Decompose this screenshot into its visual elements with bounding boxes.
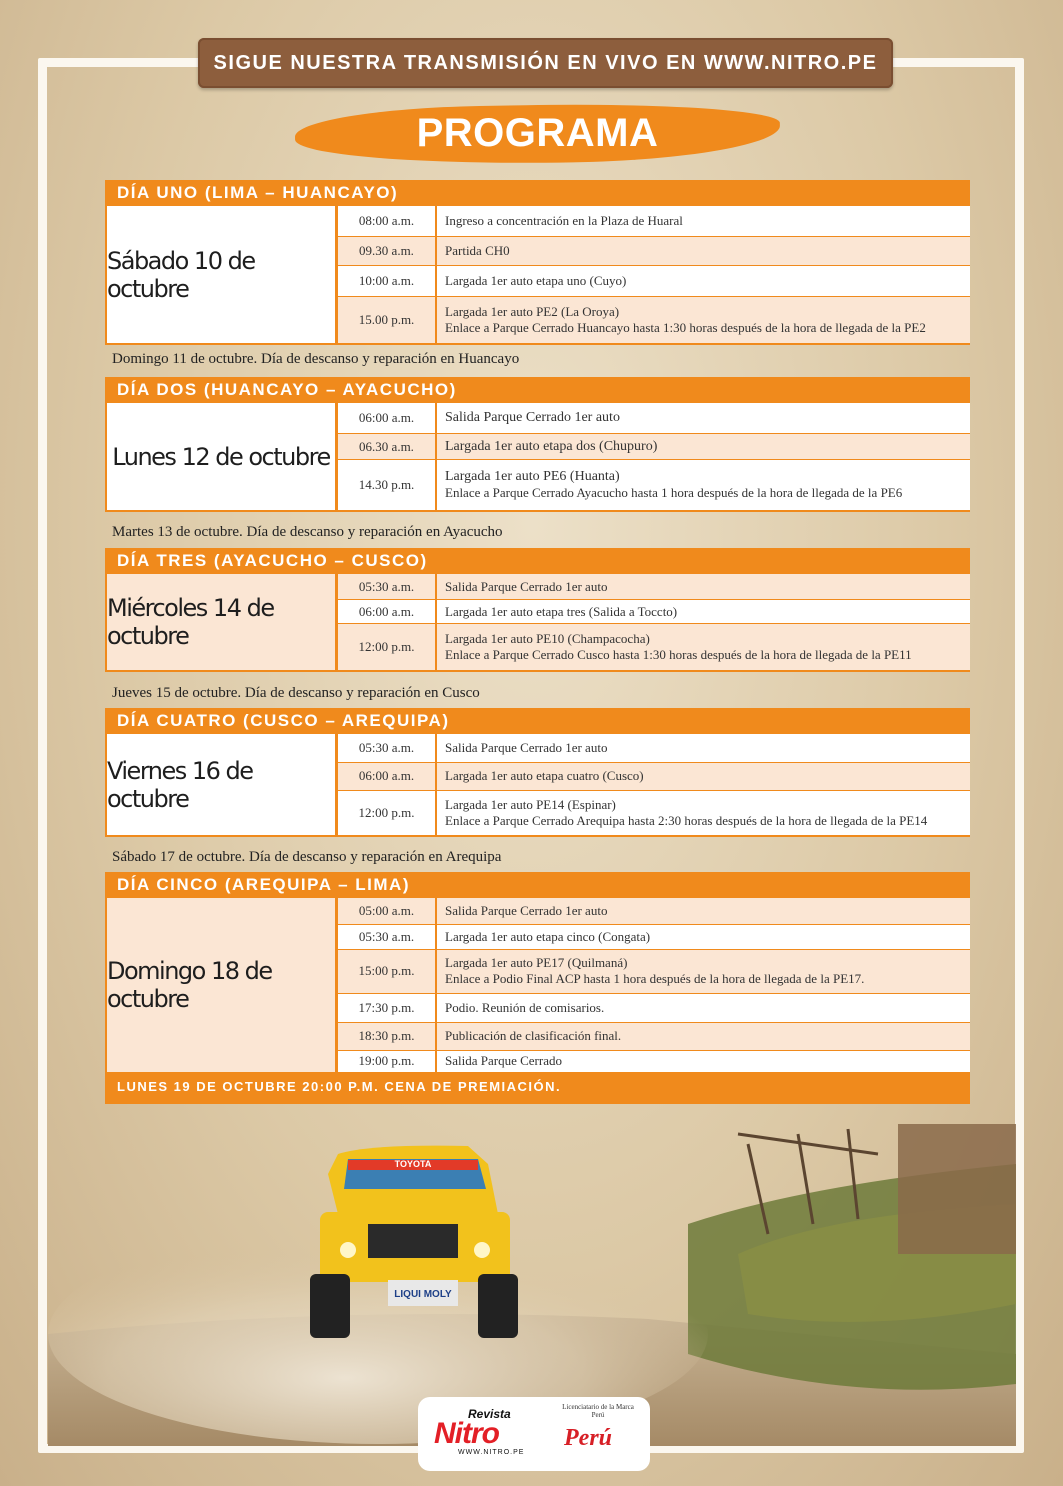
row-activity: [437, 734, 970, 762]
nitro-logo-top: Revista: [468, 1407, 511, 1421]
row-time: 17:30 p.m.: [338, 994, 435, 1023]
page-title: PROGRAMA: [416, 111, 659, 155]
row-time: 06.30 a.m.: [338, 434, 435, 459]
row-activity: [437, 950, 970, 993]
day-date: Domingo 18 de octubre: [107, 898, 335, 1072]
day-date: Miércoles 14 de octubre: [107, 574, 335, 670]
activity-line: Partida CH0: [445, 243, 510, 259]
peru-logo-main: Perú: [564, 1425, 612, 1451]
live-stream-banner[interactable]: SIGUE NUESTRA TRANSMISIÓN EN VIVO EN WWW.NITRO.PE: [198, 38, 893, 88]
activity-line: Largada 1er auto PE2 (La Oroya): [445, 304, 620, 320]
schedule-rows: [338, 898, 970, 1072]
schedule-row: [338, 600, 970, 623]
rest-day-note: Jueves 15 de octubre. Día de descanso y reparación en Cusco: [112, 685, 480, 701]
row-time: 14.30 p.m.: [338, 460, 435, 510]
activity-line: Largada 1er auto etapa tres (Salida a Toccto): [445, 603, 678, 619]
day-header: DÍA CUATRO (CUSCO – AREQUIPA): [105, 708, 970, 734]
schedule-rows: [338, 734, 970, 835]
row-activity: [437, 574, 970, 599]
activity-line: Largada 1er auto PE6 (Huanta): [445, 469, 620, 485]
day-header: DÍA TRES (AYACUCHO – CUSCO): [105, 548, 970, 574]
row-time: 05:30 a.m.: [338, 925, 435, 949]
schedule-rows: [338, 574, 970, 670]
day-header: DÍA DOS (HUANCAYO – AYACUCHO): [105, 377, 970, 403]
day-schedule: [105, 734, 970, 837]
row-activity: [437, 237, 970, 264]
row-activity: [437, 460, 970, 510]
row-time: 06:00 a.m.: [338, 763, 435, 791]
schedule-row: [338, 925, 970, 949]
activity-line: Largada 1er auto PE14 (Espinar): [445, 797, 616, 812]
truck-brand-label: TOYOTA: [394, 1159, 432, 1169]
activity-line: Largada 1er auto etapa dos (Chupuro): [445, 438, 658, 454]
day-date: Lunes 12 de octubre: [107, 403, 335, 510]
row-activity: [437, 994, 970, 1023]
activity-line: Largada 1er auto etapa cuatro (Cusco): [445, 768, 644, 784]
schedule-rows: [338, 206, 970, 343]
activity-line: Enlace a Parque Cerrado Cusco hasta 1:30 horas después de la hora de llegada de la PE11: [445, 647, 912, 663]
row-time: 12:00 p.m.: [338, 791, 435, 835]
nitro-logo[interactable]: [428, 1407, 540, 1459]
rest-day-note: Domingo 11 de octubre. Día de descanso y reparación en Huancayo: [112, 351, 520, 367]
row-time: 15:00 p.m.: [338, 950, 435, 993]
schedule-row: [338, 624, 970, 670]
awards-dinner-bar: LUNES 19 DE OCTUBRE 20:00 P.M. CENA DE PREMIACIÓN.: [105, 1074, 970, 1104]
row-activity: [437, 403, 970, 433]
row-time: 15.00 p.m.: [338, 297, 435, 343]
nitro-logo-main: Nitro: [434, 1417, 499, 1450]
row-time: 18:30 p.m.: [338, 1023, 435, 1049]
row-time: 06:00 a.m.: [338, 600, 435, 623]
row-activity: [437, 434, 970, 459]
rest-day-note: Martes 13 de octubre. Día de descanso y reparación en Ayacucho: [112, 524, 503, 540]
row-activity: [437, 297, 970, 343]
row-activity: [437, 898, 970, 924]
schedule-row: [338, 297, 970, 343]
marca-peru-logo: [558, 1403, 638, 1465]
row-activity: [437, 1051, 970, 1072]
activity-line: Enlace a Parque Cerrado Ayacucho hasta 1 hora después de la hora de llegada de la PE6: [445, 485, 903, 501]
row-time: 05:30 a.m.: [338, 734, 435, 762]
activity-line: Ingreso a concentración en la Plaza de Huaral: [445, 213, 683, 229]
schedule-row: [338, 734, 970, 762]
row-time: 19:00 p.m.: [338, 1051, 435, 1072]
row-activity: [437, 624, 970, 670]
rally-truck-photo: [48, 1104, 1016, 1446]
schedule-row: [338, 206, 970, 236]
schedule-row: [338, 950, 970, 993]
nitro-logo-web: WWW.NITRO.PE: [458, 1449, 525, 1456]
row-activity: [437, 600, 970, 623]
schedule-row: [338, 403, 970, 433]
activity-line: Largada 1er auto PE17 (Quilmaná): [445, 955, 628, 971]
schedule-row: [338, 574, 970, 599]
row-time: 12:00 p.m.: [338, 624, 435, 670]
activity-line: Salida Parque Cerrado 1er auto: [445, 903, 608, 919]
schedule-row: [338, 434, 970, 459]
activity-line: Salida Parque Cerrado 1er auto: [445, 410, 620, 426]
day-date: Sábado 10 de octubre: [107, 206, 335, 343]
activity-line: Salida Parque Cerrado 1er auto: [445, 578, 608, 594]
row-time: 10:00 a.m.: [338, 266, 435, 296]
activity-line: Salida Parque Cerrado: [445, 1053, 562, 1069]
bumper-label: LIQUI MOLY: [394, 1289, 452, 1300]
day-header: DÍA UNO (LIMA – HUANCAYO): [105, 180, 970, 206]
schedule-rows: [338, 403, 970, 510]
row-activity: [437, 1023, 970, 1049]
row-activity: [437, 763, 970, 791]
schedule-row: [338, 763, 970, 791]
activity-line: Enlace a Parque Cerrado Huancayo hasta 1:30 horas después de la hora de llegada de la PE2: [445, 320, 926, 336]
rest-day-note: Sábado 17 de octubre. Día de descanso y reparación en Arequipa: [112, 849, 502, 865]
schedule-row: [338, 898, 970, 924]
schedule-row: [338, 1023, 970, 1049]
row-time: 08:00 a.m.: [338, 206, 435, 236]
schedule-row: [338, 237, 970, 264]
day-date: Viernes 16 de octubre: [107, 734, 335, 835]
adobe-wall: [898, 1124, 1016, 1254]
activity-line: Salida Parque Cerrado 1er auto: [445, 739, 608, 755]
activity-line: Largada 1er auto etapa uno (Cuyo): [445, 273, 627, 289]
day-schedule: [105, 574, 970, 672]
row-time: 05:00 a.m.: [338, 898, 435, 924]
activity-line: Enlace a Podio Final ACP hasta 1 hora después de la hora de llegada de la PE17.: [445, 971, 865, 987]
schedule-row: [338, 791, 970, 835]
day-schedule: [105, 403, 970, 512]
day-schedule: [105, 898, 970, 1074]
activity-line: Largada 1er auto etapa cinco (Congata): [445, 929, 651, 945]
activity-line: Publicación de clasificación final.: [445, 1028, 622, 1044]
sponsor-logos: [418, 1397, 650, 1471]
schedule-row: [338, 1051, 970, 1072]
row-activity: [437, 791, 970, 835]
activity-line: Enlace a Parque Cerrado Arequipa hasta 2:30 horas después de la hora de llegada de la PE14: [445, 813, 928, 828]
day-schedule: [105, 206, 970, 345]
row-activity: [437, 206, 970, 236]
schedule-row: [338, 460, 970, 510]
row-time: 05:30 a.m.: [338, 574, 435, 599]
row-activity: [437, 266, 970, 296]
day-header: DÍA CINCO (AREQUIPA – LIMA): [105, 872, 970, 898]
activity-line: Largada 1er auto PE10 (Champacocha): [445, 631, 650, 647]
row-time: 09.30 a.m.: [338, 237, 435, 264]
schedule-row: [338, 266, 970, 296]
row-activity: [437, 925, 970, 949]
row-time: 06:00 a.m.: [338, 403, 435, 433]
schedule-row: [338, 994, 970, 1023]
activity-line: Podio. Reunión de comisarios.: [445, 1000, 605, 1016]
peru-logo-top: Licenciatario de la Marca Perú: [562, 1403, 634, 1419]
